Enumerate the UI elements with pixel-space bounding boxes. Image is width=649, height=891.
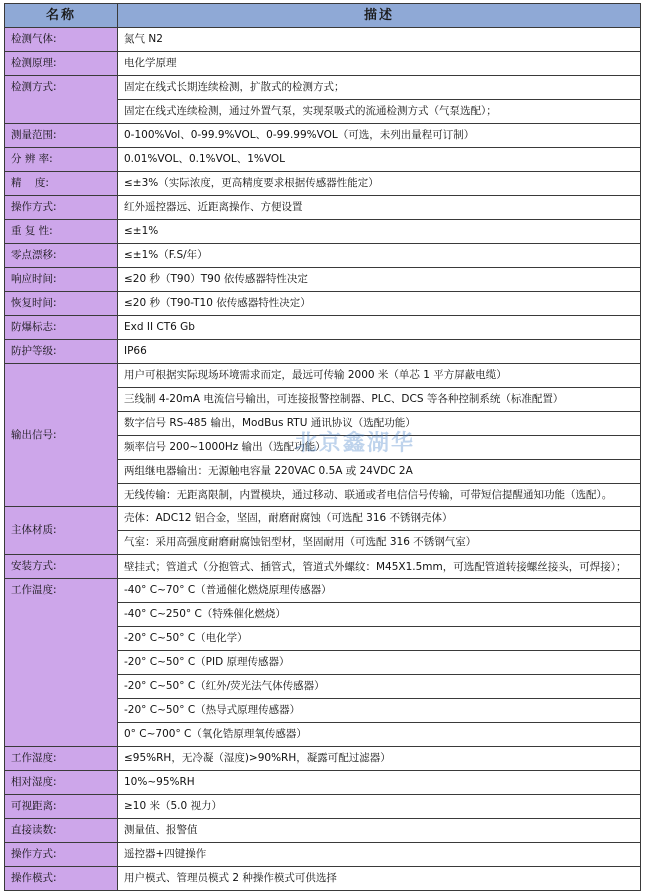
table-row [5,148,641,172]
table-row [5,52,641,76]
table-row [5,244,641,268]
row-value: ≤±3%（实际浓度，更高精度要求根据传感器性能定） [118,172,641,196]
header-name: 名称 [5,4,118,28]
row-label: 输出信号: [5,364,118,507]
row-value: 遥控器+四键操作 [118,843,641,867]
row-label: 检测原理: [5,52,118,76]
watermark-logo: 北京鑫湖华 [295,431,416,456]
row-label: 可视距离: [5,795,118,819]
row-value: 0.01%VOL、0.1%VOL、1%VOL [118,148,641,172]
row-label: 工作温度: [5,579,118,747]
row-value: 气室：采用高强度耐磨耐腐蚀铝型材，坚固耐用（可选配 316 不锈钢气室） [118,531,641,555]
row-label: 操作方式: [5,843,118,867]
row-label: 精 度: [5,172,118,196]
table-row [5,292,641,316]
table-row [5,747,641,771]
row-value: 测量值、报警值 [118,819,641,843]
row-value: 0-100%Vol、0-99.9%VOL、0-99.99%VOL（可选，未列出量程可订制） [118,124,641,148]
row-value: 壳体：ADC12 铝合金，坚固，耐磨耐腐蚀（可选配 316 不锈钢壳体） [118,507,641,531]
row-label: 重 复 性: [5,220,118,244]
row-label: 操作模式: [5,867,118,891]
row-value: ≤20 秒（T90-T10 依传感器特性决定） [118,292,641,316]
row-value: -40° C~70° C（普通催化燃烧原理传感器） [118,579,641,603]
row-value: ≤±1% [118,220,641,244]
row-value: -40° C~250° C（特殊催化燃烧） [118,603,641,627]
table-row [5,364,641,388]
row-label: 安装方式: [5,555,118,579]
row-label: 恢复时间: [5,292,118,316]
row-value: 红外遥控器远、近距离操作、方便设置 [118,196,641,220]
row-value: 用户模式、管理员模式 2 种操作模式可供选择 [118,867,641,891]
table-row [5,268,641,292]
row-value: ≤20 秒（T90）T90 依传感器特性决定 [118,268,641,292]
row-value: ≤±1%（F.S/年） [118,244,641,268]
row-label: 直接读数: [5,819,118,843]
row-label: 工作湿度: [5,747,118,771]
row-value: ≤95%RH，无冷凝（湿度)>90%RH，凝露可配过滤器） [118,747,641,771]
row-value: -20° C~50° C（PID 原理传感器） [118,651,641,675]
row-label: 零点漂移: [5,244,118,268]
row-value: ≥10 米（5.0 视力） [118,795,641,819]
row-label: 测量范围: [5,124,118,148]
row-label: 主体材质: [5,507,118,555]
row-value: Exd II CT6 Gb [118,316,641,340]
spec-table [4,3,641,891]
row-value: 0° C~700° C（氧化锆原理氧传感器） [118,723,641,747]
row-label: 防爆标志: [5,316,118,340]
table-row [5,843,641,867]
table-row [5,220,641,244]
row-value: 壁挂式；管道式（分抱管式、插管式，管道式外螺纹：M45X1.5mm，可选配管道转接螺丝接头，可焊接）； [118,555,641,579]
table-row [5,28,641,52]
table-row [5,771,641,795]
row-value: 数字信号 RS-485 输出，ModBus RTU 通讯协议（选配功能） [118,412,641,436]
table-row [5,555,641,579]
row-value: 用户可根据实际现场环境需求而定，最远可传输 2000 米（单芯 1 平方屏蔽电缆） [118,364,641,388]
row-value: 氮气 N2 [118,28,641,52]
row-label: 防护等级: [5,340,118,364]
row-label: 检测气体: [5,28,118,52]
table-row [5,196,641,220]
row-label: 操作方式: [5,196,118,220]
table-row [5,795,641,819]
row-value: -20° C~50° C（红外/荧光法气体传感器） [118,675,641,699]
table-row [5,124,641,148]
row-label: 检测方式: [5,76,118,124]
row-label: 相对湿度: [5,771,118,795]
row-value: 无线传输：无距离限制，内置模块，通过移动、联通或者电信信号传输，可带短信提醒通知功能（选配）。 [118,484,641,507]
row-value: 电化学原理 [118,52,641,76]
row-value: 10%~95%RH [118,771,641,795]
header-desc: 描述 [118,4,641,28]
row-value: 两组继电器输出：无源触电容量 220VAC 0.5A 或 24VDC 2A [118,460,641,484]
table-row [5,507,641,531]
table-row [5,172,641,196]
table-row [5,819,641,843]
row-value: -20° C~50° C（热导式原理传感器） [118,699,641,723]
table-row [5,340,641,364]
row-value: 固定在线式连续检测，通过外置气泵，实现泵吸式的流通检测方式（气泵选配）； [118,100,641,124]
table-row [5,316,641,340]
row-value: 三线制 4-20mA 电流信号输出，可连接报警控制器、PLC、DCS 等各种控制系统（标准配置） [118,388,641,412]
header-row [5,4,641,28]
row-value: IP66 [118,340,641,364]
table-row [5,76,641,100]
row-value: 固定在线式长期连续检测，扩散式的检测方式； [118,76,641,100]
row-label: 分 辨 率: [5,148,118,172]
row-label: 响应时间: [5,268,118,292]
table-row [5,867,641,891]
row-value: -20° C~50° C（电化学） [118,627,641,651]
row-value: 频率信号 200~1000Hz 输出（选配功能） [118,436,641,460]
table-row [5,579,641,603]
